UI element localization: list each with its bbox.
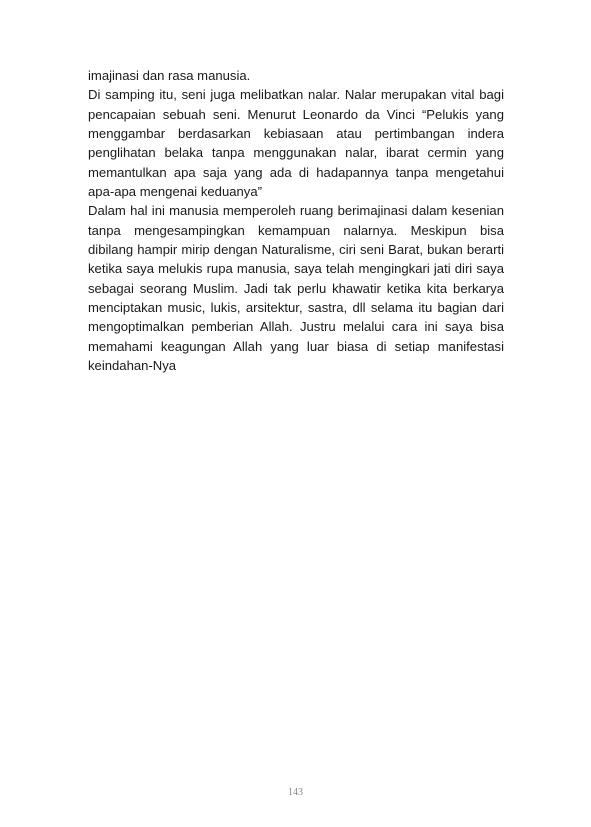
paragraph-continuation: imajinasi dan rasa manusia. (88, 68, 251, 83)
page-number: 143 (288, 787, 303, 798)
paragraph-leonardo-quote: Di samping itu, seni juga melibatkan nalar. Nalar merupakan vital bagi pencapaian sebuah seni. Menurut Leonardo da Vinci “Pelukis yang menggambar berdasarkan kebiasaan atau pertimbangan indera penglihatan belaka tanpa menggunakan nalar, ibarat cermin yang memantulkan apa saja yang ada di hadapannya tanpa mengetahui apa-apa mengenai keduanya” (88, 87, 504, 200)
paragraph-imagination: Dalam hal ini manusia memperoleh ruang berimajinasi dalam kesenian tanpa mengesampingkan kemampuan nalarnya. Meskipun bisa dibilang hampir mirip dengan Naturalisme, ciri seni Barat, bukan berarti ketika saya melukis rupa manusia, saya telah mengingkari jati diri saya sebagai seorang Muslim. Jadi tak perlu khawatir ketika kita berkarya menciptakan music, lukis, arsitektur, sastra, dll selama itu bagian dari mengoptimalkan pemberian Allah. Justru melalui cara ini saya bisa memahami keagungan Allah yang luar biasa di setiap manifestasi keindahan-Nya (88, 203, 504, 374)
body-text (88, 66, 504, 376)
